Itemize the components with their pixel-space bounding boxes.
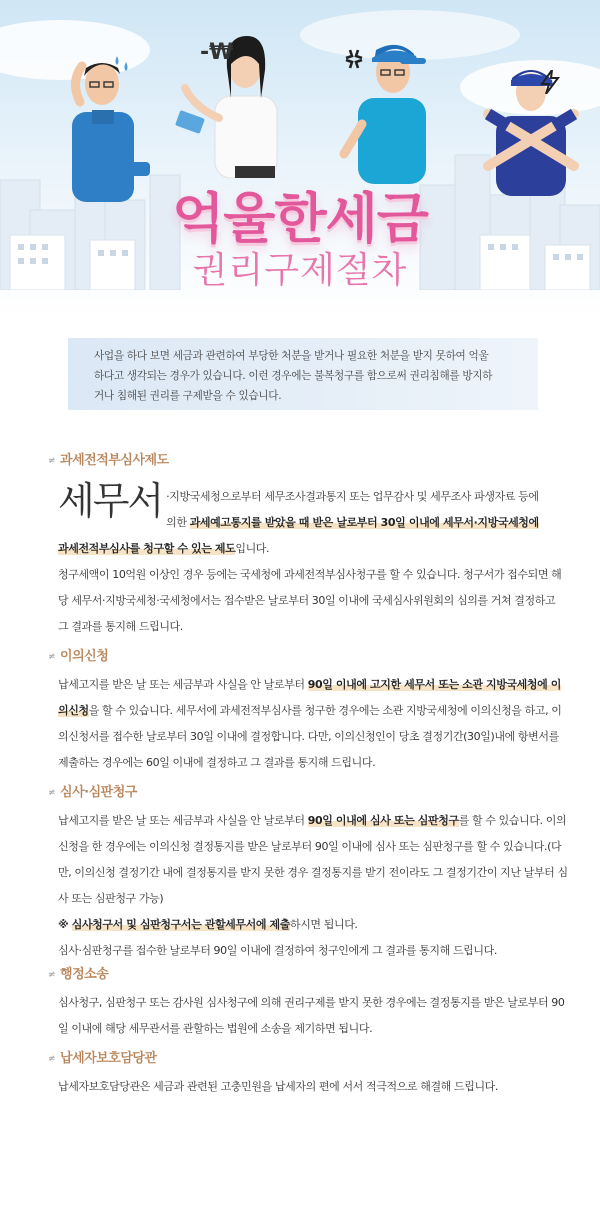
intro-box	[68, 338, 538, 410]
woman-with-receipt-illustration	[175, 28, 295, 178]
section-bullet-icon: ≠	[48, 652, 56, 662]
section-bullet-icon: ≠	[48, 1054, 56, 1064]
intro-line: 사업을 하다 보면 세금과 관련하여 부당한 처분을 받거나 필요한 처분을 받지 못하여 억울	[94, 350, 489, 362]
text-span: 의한	[166, 516, 190, 529]
section-3-paragraph-2: 심사·심판청구를 접수한 날로부터 90일 이내에 결정하여 청구인에게 그 결과를 통지해 드립니다.	[58, 944, 497, 957]
lightning-icon	[540, 70, 560, 94]
section-title-text: 이의신청	[60, 649, 109, 664]
text-span: 납세고지를 받은 날 또는 세금부과 사실을 안 날로부터	[58, 814, 308, 827]
hero-banner	[0, 0, 600, 318]
section-2-paragraph	[48, 672, 568, 776]
anger-mark-icon	[342, 46, 366, 70]
section-title-text: 행정소송	[60, 967, 109, 982]
section-title-text: 과세전적부심사제도	[60, 453, 169, 468]
section-1-big-word: 세무서	[58, 479, 163, 523]
text-span: 납세고지를 받은 날 또는 세금부과 사실을 안 날로부터	[58, 678, 308, 691]
intro-line: 하다고 생각되는 경우가 있습니다. 이런 경우에는 불복청구를 함으로써 권리침해를 방지하	[94, 370, 493, 382]
section-title-review-trial	[48, 782, 568, 804]
text-span: 을 할 수 있습니다. 세무서에 과세전적부심사를 청구한 경우에는 소관 지방국세청에 이의신청을 하고, 이의신청서를 접수한 날로부터 30일 이내에 결정합니다. 다만, 이의신청인이 당초 결정기간(30일)내에 항변서를 제출하는 경우에는 60일 이내에 결정하고 그 결과를 통지해 드립니다.	[58, 704, 562, 769]
section-1-paragraph-2: 청구세액이 10억원 이상인 경우 등에는 국세청에 과세전적부심사청구를 할 수 있습니다. 청구서가 접수되면 해당 세무서·지방국세청·국세청에서는 접수받은 날로부터 30일 이내에 국세심사위원회의 심의를 거쳐 결정하고 그 결과를 통지해 드립니다.	[58, 568, 562, 633]
section-title-text: 납세자보호담당관	[60, 1051, 157, 1066]
section-1-lead-text	[166, 478, 539, 536]
section-1-paragraph	[48, 536, 568, 562]
section-4-paragraph: 심사청구, 심판청구 또는 감사원 심사청구에 의해 권리구제를 받지 못한 경우에는 결정통지를 받은 날로부터 90일 이내에 해당 세무관서를 관할하는 법원에 소송을 제기하면 됩니다.	[58, 996, 565, 1035]
content-area	[48, 450, 568, 1100]
highlight-text: 과세예고통지를 받았을 때 받은 날로부터 30일 이내에 세무서·지방국세청에	[189, 516, 539, 529]
section-3-note	[48, 912, 568, 938]
note-mark: ※	[58, 918, 72, 931]
section-title-litigation	[48, 964, 568, 986]
text-span: 하시면 됩니다.	[289, 918, 358, 931]
section-title-objection	[48, 646, 568, 668]
money-loss-symbol: -₩	[200, 40, 234, 65]
highlight-text: 심사청구서 및 심판청구서는 관할세무서에 제출	[71, 918, 290, 931]
text-span: 를 할 수 있습니다. 이의신청을 한 경우에는 이의신청 결정통지를 받은 날로부터 90일 이내에 심사 또는 심판청구를 할 수 있습니다.(다만, 이의신청 결정기간 내에 결정통지를 받지 못한 경우 결정통지를 받기 전이라도 그 결정기간이 지난 날부터 심사 또는 심판청구 가능)	[58, 814, 568, 905]
page-title: 억울한세금	[172, 186, 428, 250]
section-5-paragraph: 납세자보호담당관은 세금과 관련된 고충민원을 납세자의 편에 서서 적극적으로 해결해 드립니다.	[58, 1080, 499, 1093]
text-span: ·지방국세청으로부터 세무조사결과통지 또는 업무감사 및 세무조사 파생자료 등에	[166, 490, 539, 503]
section-title-pre-assessment-review	[48, 450, 568, 472]
section-title-taxpayer-advocate	[48, 1048, 568, 1070]
section-1-lead	[48, 478, 568, 536]
highlight-text: 과세전적부심사를 청구할 수 있는 제도	[58, 542, 236, 555]
section-bullet-icon: ≠	[48, 456, 56, 466]
woman-crossing-arms-illustration	[478, 56, 588, 196]
highlight-text: 90일 이내에 심사 또는 심판청구	[307, 814, 459, 827]
section-bullet-icon: ≠	[48, 788, 56, 798]
section-title-text: 심사·심판청구	[60, 785, 137, 800]
section-3-paragraph	[48, 808, 568, 912]
highlight-text: 90일 이내에 고지한 세무서 또는 소관 지방국세청에 이의신청	[58, 678, 562, 717]
page-subtitle: 권리구제절차	[192, 250, 408, 291]
section-bullet-icon: ≠	[48, 970, 56, 980]
text-span: 입니다.	[235, 542, 270, 555]
intro-line: 거나 침해된 권리를 구제받을 수 있습니다.	[94, 390, 282, 402]
